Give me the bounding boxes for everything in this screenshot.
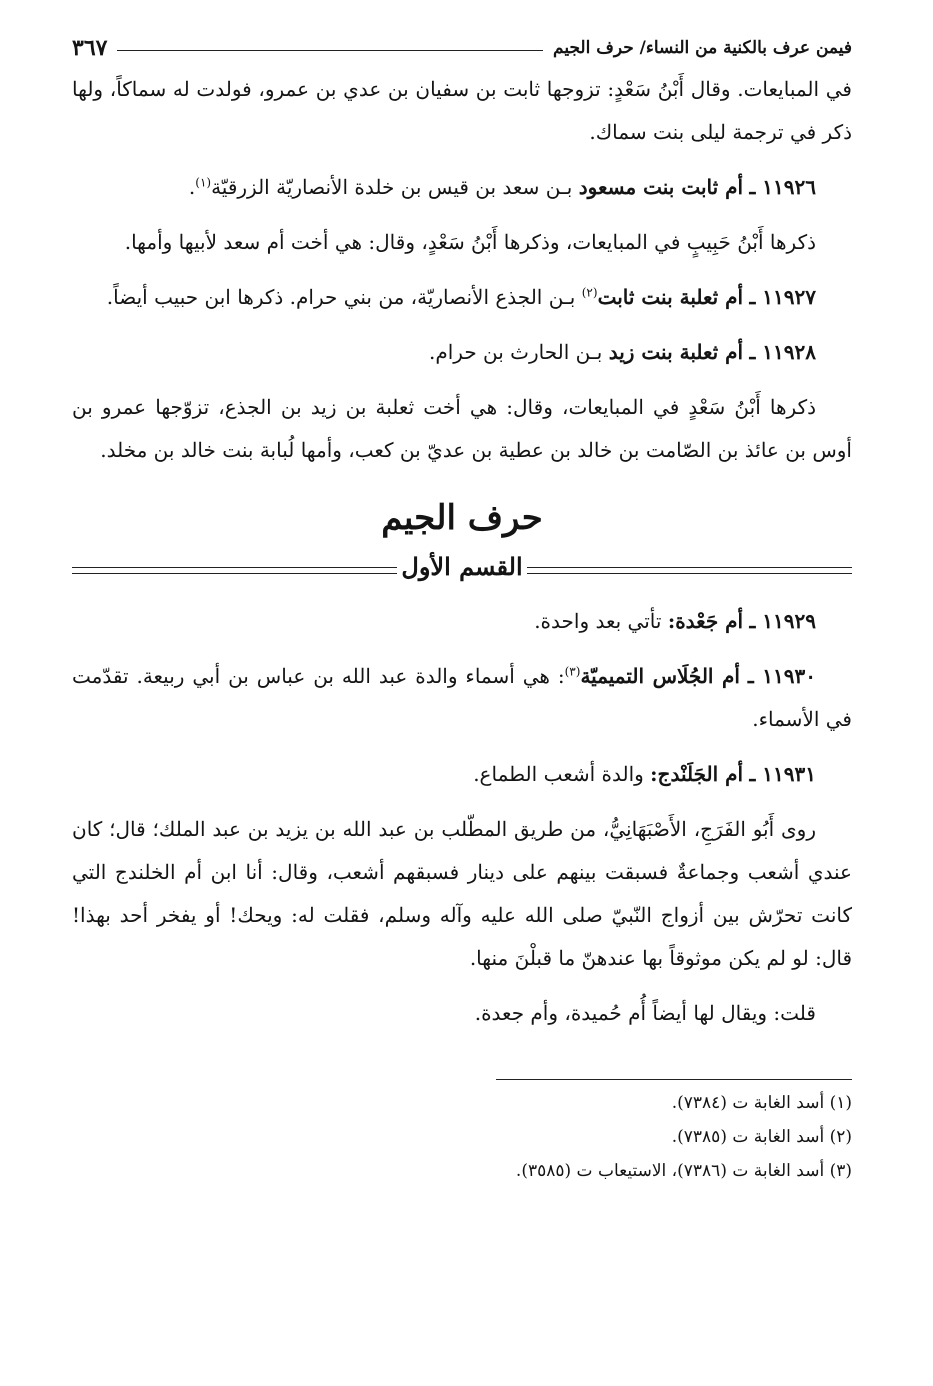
entry-number: ١١٩٣٠ ـ bbox=[747, 664, 816, 688]
entry-11927 bbox=[72, 276, 852, 319]
entry-text: تأتي بعد واحدة. bbox=[534, 609, 662, 633]
footnote-1: (١) أسد الغابة ت (٧٣٨٤). bbox=[671, 1093, 852, 1113]
entry-name: أم جَعْدة: bbox=[667, 609, 744, 633]
entry-11926-note: ذكرها أَبْنُ حَبِيبٍ في المبايعات، وذكرها أَبْنُ سَعْدٍ، وقال: هي أخت أم سعد لأبيها وأمها. bbox=[124, 230, 816, 254]
entry-number: ١١٩٢٧ ـ bbox=[749, 285, 816, 309]
footnotes bbox=[72, 1086, 852, 1188]
entry-text: بـن الحارث بن حرام. bbox=[428, 340, 603, 364]
running-header bbox=[72, 28, 852, 68]
entry-text: بـن سعد بن قيس بن خلدة الأنصاريّة الزرقيّة bbox=[211, 175, 573, 199]
entry-tail: . bbox=[188, 175, 196, 199]
footnote-rule bbox=[496, 1079, 852, 1080]
footnote-ref: (٢) bbox=[581, 285, 598, 300]
entry-11930 bbox=[72, 655, 852, 741]
entry-number: ١١٩٢٨ ـ bbox=[749, 340, 816, 364]
entry-11928-note: ذكرها أَبْنُ سَعْدٍ في المبايعات، وقال: هي أخت ثعلبة بن زيد بن الجذع، تزوّجها عمرو بن أوس بن عائذ بن الصّامت بن خالد بن عطية بن عديّ بن كعب، وأمها لُبابة بنت خالد بن مخلد. bbox=[72, 395, 852, 462]
page-number: ٣٦٧ bbox=[72, 35, 108, 61]
entry-number: ١١٩٢٦ ـ bbox=[749, 175, 816, 199]
footnote-3: (٣) أسد الغابة ت (٧٣٨٦)، الاستيعاب ت (٣٥٨٥). bbox=[515, 1161, 852, 1181]
entry-name: أم الجُلَاس التميميّة bbox=[580, 664, 740, 688]
entry-name: أم ثعلبة بنت زيد bbox=[608, 340, 744, 364]
running-title: فيمن عرف بالكنية من النساء/ حرف الجيم bbox=[553, 38, 852, 58]
chapter-title: حرف الجيم bbox=[381, 498, 543, 538]
section-title: القسم الأول bbox=[401, 551, 523, 581]
footnote-2: (٢) أسد الغابة ت (٧٣٨٥). bbox=[671, 1127, 852, 1147]
book-page bbox=[72, 28, 852, 1188]
entry-number: ١١٩٣١ ـ bbox=[749, 762, 816, 786]
entry-text: والدة أشعب الطماع. bbox=[473, 762, 644, 786]
header-rule bbox=[117, 50, 543, 51]
closing-note: قلت: ويقال لها أيضاً أُم حُميدة، وأم جعدة. bbox=[474, 1001, 816, 1025]
continued-paragraph: في المبايعات. وقال أَبْنُ سَعْدٍ: تزوجها ثابت بن سفيان بن عدي بن عمرو، فولدت له سماكاً، ولها ذكر في ترجمة ليلى بنت سماك. bbox=[72, 77, 852, 144]
entry-name: أم الجَلَنْدج: bbox=[650, 762, 744, 786]
entry-11931 bbox=[72, 753, 852, 796]
entry-11929 bbox=[72, 600, 852, 643]
double-rule-right bbox=[527, 567, 852, 574]
footnote-ref: (٣) bbox=[564, 664, 581, 679]
double-rule-left bbox=[72, 567, 397, 574]
entry-name: أم ثعلبة بنت ثابت bbox=[597, 285, 744, 309]
entry-number: ١١٩٢٩ ـ bbox=[749, 609, 816, 633]
entry-11928 bbox=[72, 331, 852, 374]
footnote-ref: (١) bbox=[195, 175, 212, 190]
entry-text: : هي أسماء والدة عبد الله بن عباس بن أبي ربيعة. تقدّمت في الأسماء. bbox=[72, 664, 852, 731]
section-heading bbox=[72, 546, 852, 586]
entry-text: بـن الجذع الأنصاريّة، من بني حرام. ذكرها ابن حبيب أيضاً. bbox=[106, 285, 576, 309]
entry-11926 bbox=[72, 166, 852, 209]
entry-name: أم ثابت بنت مسعود bbox=[578, 175, 744, 199]
entry-11931-note: روى أَبُو الفَرَجِ، الأَصْبَهَانِيُّ، من طريق المطّلب بن عبد الله بن يزيد بن عبد الملك؛ قال؛ كان عندي أشعب وجماعةٌ فسبقت بينهم على دينار فسبقهم أشعب، وقال: أنا ابن أم الخلندج التي كانت تحرّش بين أزواج النّبيّ صلى الله عليه وآله وسلم، فقلت له: ويحك! أو يفخر أحد بهذا! قال: لو لم يكن موثوقاً بها عندهنّ ما قبلْنَ منها. bbox=[72, 817, 852, 970]
